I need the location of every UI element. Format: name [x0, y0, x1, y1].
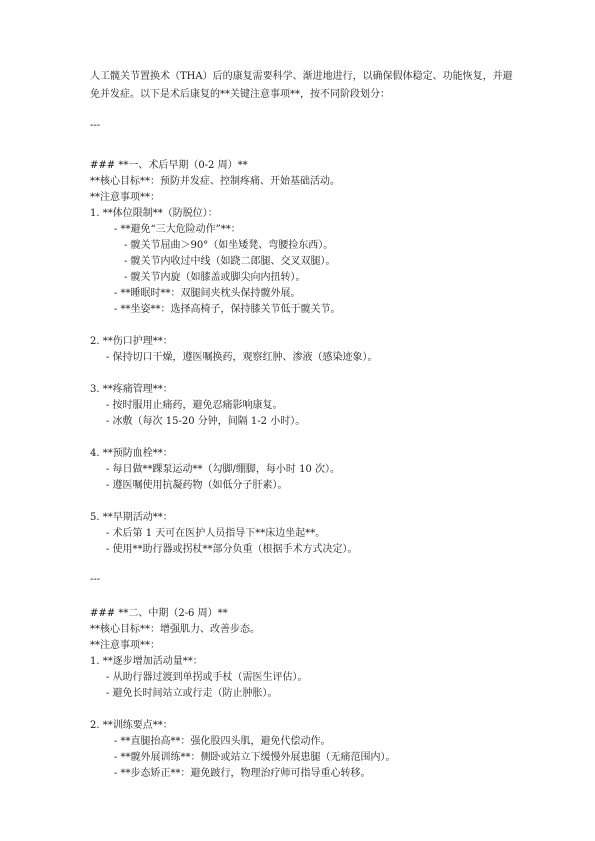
- stage2-item-1-title: 1. **逐步增加活动量**：: [90, 656, 203, 667]
- stage2-goal: **核心目标**：增强肌力、改善步态。: [90, 624, 260, 635]
- stage2-item-2-title: 2. **训练要点**：: [90, 720, 173, 731]
- stage1-item-1-sub-2: - **睡眠时**：双腿间夹枕头保持髋外展。: [114, 288, 301, 299]
- separator-2: ---: [90, 574, 101, 585]
- stage1-item-1-sub-1-b: - 髋关节内收过中线（如跷二郎腿、交叉双腿）。: [124, 256, 336, 267]
- stage1-item-4-sub-2: - 遵医嘱使用抗凝药物（如低分子肝素）。: [106, 480, 288, 491]
- stage2-item-1-sub-1: - 从助行器过渡到单拐或手杖（需医生评估）。: [106, 672, 308, 683]
- stage2-item-1-sub-2: - 避免长时间站立或行走（防止肿胀）。: [106, 688, 278, 699]
- stage2-heading: ### **二、中期（2-6 周）**: [90, 608, 228, 619]
- stage1-item-2-sub-1: - 保持切口干燥，遵医嘱换药，观察红肿、渗液（感染迹象）。: [106, 352, 378, 363]
- document-page: [90, 68, 520, 782]
- stage1-item-4-sub-1: - 每日做**踝泵运动**（勾脚/绷脚，每小时 10 次）。: [106, 464, 341, 475]
- stage1-item-3-sub-1: - 按时服用止痛药，避免忍痛影响康复。: [106, 400, 283, 411]
- stage1-heading: ### **一、术后早期（0-2 周）**: [90, 160, 248, 171]
- stage1-item-1-sub-3: - **坐姿**：选择高椅子，保持膝关节低于髋关节。: [114, 304, 341, 315]
- stage1-goal: **核心目标**：预防并发症、控制疼痛、开始基础活动。: [90, 176, 340, 187]
- stage1-item-1-sub-1-c: - 髋关节内旋（如膝盖或脚尖向内扭转）。: [124, 272, 306, 283]
- stage1-item-3-title: 3. **疼痛管理**：: [90, 384, 173, 395]
- separator: ---: [90, 120, 101, 131]
- intro-paragraph: 人工髋关节置换术（THA）后的康复需要科学、渐进地进行，以确保假体稳定、功能恢复，并避免并发症。以下是术后康复的**关键注意事项**，按不同阶段划分：: [90, 71, 513, 100]
- stage2-item-2-sub-1: - **直腿抬高**：强化股四头肌，避免代偿动作。: [114, 736, 331, 747]
- stage1-item-4-title: 4. **预防血栓**：: [90, 448, 173, 459]
- stage1-item-1-title: 1. **体位限制**（防脱位）：: [90, 208, 218, 219]
- stage2-item-2-sub-3: - **步态矫正**：避免跛行，物理治疗师可指导重心转移。: [114, 768, 371, 779]
- stage2-notes-label: **注意事项**：: [90, 640, 160, 651]
- stage1-item-5-sub-2: - 使用**助行器或拐杖**部分负重（根据手术方式决定）。: [106, 544, 358, 555]
- stage1-notes-label: **注意事项**：: [90, 192, 160, 203]
- stage1-item-5-title: 5. **早期活动**：: [90, 512, 173, 523]
- stage1-item-1-sub-1-a: - 髋关节屈曲＞90°（如坐矮凳、弯腰捡东西）。: [124, 240, 334, 251]
- stage1-item-5-sub-1: - 术后第 1 天可在医护人员指导下**床边坐起**。: [106, 528, 326, 539]
- stage1-item-1-sub-1: - **避免“三大危险动作”**：: [114, 224, 241, 235]
- stage1-item-2-title: 2. **伤口护理**：: [90, 336, 173, 347]
- stage1-item-3-sub-2: - 冰敷（每次 15-20 分钟，间隔 1-2 小时）。: [106, 416, 306, 427]
- stage2-item-2-sub-2: - **髋外展训练**：侧卧或站立下缓慢外展患腿（无痛范围内）。: [114, 752, 396, 763]
